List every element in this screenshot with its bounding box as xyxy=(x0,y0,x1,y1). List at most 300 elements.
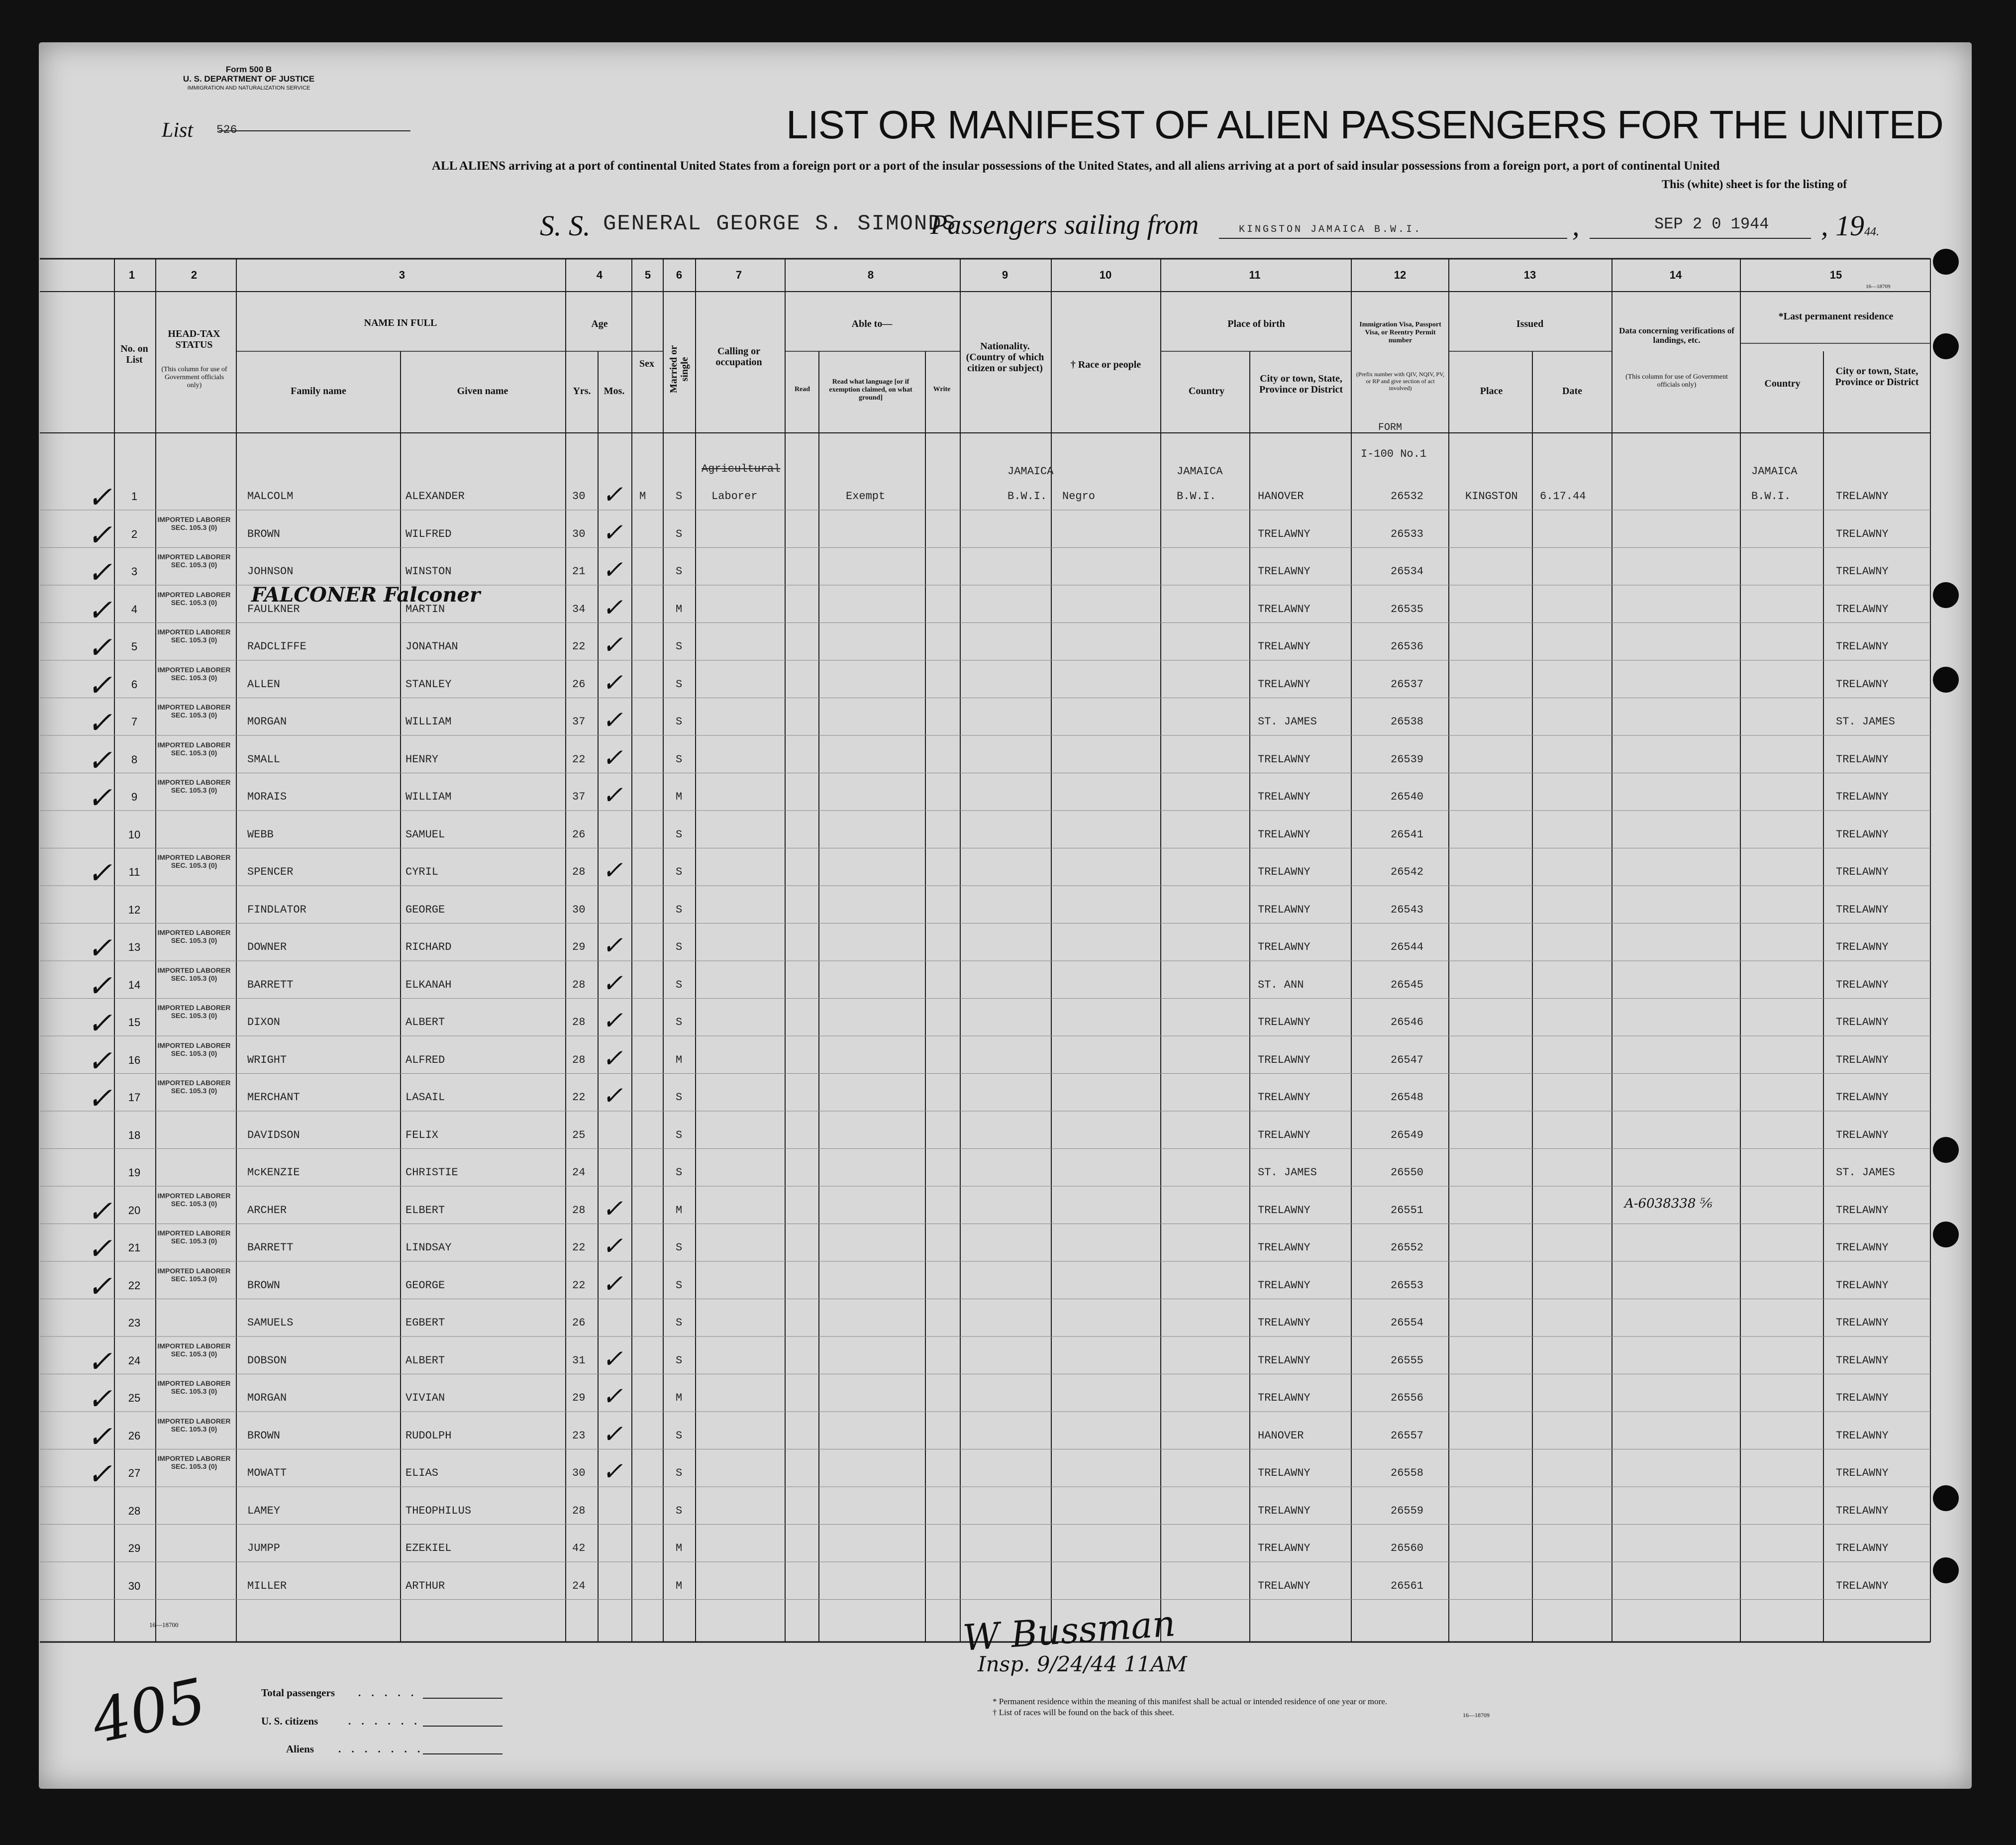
family-name: DOWNER xyxy=(247,941,287,953)
row-number: 6 xyxy=(131,678,138,691)
row-number: 15 xyxy=(128,1016,141,1028)
check-mark: ✓ xyxy=(87,668,112,703)
family-name: FINDLATOR xyxy=(247,903,306,916)
col-age: Age xyxy=(591,318,608,329)
birth-city: TRELAWNY xyxy=(1258,1128,1310,1141)
age-years: 24 xyxy=(572,1166,586,1179)
row-number: 29 xyxy=(128,1542,141,1554)
family-name: BARRETT xyxy=(247,978,294,991)
row-number: 7 xyxy=(131,716,138,728)
col-race: † Race or people xyxy=(1070,359,1141,370)
age-years: 22 xyxy=(572,1279,586,1292)
list-label: List xyxy=(162,119,194,142)
ship-name: GENERAL GEORGE S. SIMONDS xyxy=(603,211,957,236)
visa-number: 26546 xyxy=(1391,1016,1424,1028)
birth-city: TRELAWNY xyxy=(1258,1279,1310,1292)
residence-city: TRELAWNY xyxy=(1836,1091,1889,1104)
check-mark: ✓ xyxy=(87,706,112,740)
head-tax-stamp: IMPORTED LABORER SEC. 105.3 (0) xyxy=(157,1341,231,1358)
head-tax-stamp: IMPORTED LABORER SEC. 105.3 (0) xyxy=(157,703,231,719)
age-years: 30 xyxy=(572,1467,586,1479)
age-years: 26 xyxy=(572,1317,586,1329)
col-given-name: Given name xyxy=(457,386,508,397)
check-mark: ✓ xyxy=(87,593,112,628)
birth-city: TRELAWNY xyxy=(1258,1392,1310,1404)
column-number: 14 xyxy=(1669,269,1682,281)
check-mark: ✓ xyxy=(602,1081,623,1110)
row-number: 13 xyxy=(128,941,141,953)
residence-city: ST. JAMES xyxy=(1836,1166,1895,1179)
col-birth-country: Country xyxy=(1188,386,1225,397)
given-name: MARTIN xyxy=(405,603,445,615)
marital-status: S xyxy=(676,1317,683,1329)
visa-number: 26537 xyxy=(1391,678,1424,691)
binder-hole xyxy=(1933,1137,1959,1163)
head-tax-stamp: IMPORTED LABORER SEC. 105.3 (0) xyxy=(157,853,231,869)
head-tax-stamp: IMPORTED LABORER SEC. 105.3 (0) xyxy=(157,1041,231,1057)
row-number: 25 xyxy=(128,1392,141,1404)
col-able-to: Able to— xyxy=(851,318,893,329)
year-19: 19 xyxy=(1835,209,1864,242)
row-number: 22 xyxy=(128,1279,141,1292)
residence-city: TRELAWNY xyxy=(1836,527,1889,540)
residence-city: TRELAWNY xyxy=(1836,1279,1889,1292)
check-mark: ✓ xyxy=(602,668,623,697)
head-tax-stamp: IMPORTED LABORER SEC. 105.3 (0) xyxy=(157,590,231,607)
visa-number: 26542 xyxy=(1391,866,1424,878)
check-mark: ✓ xyxy=(87,856,112,891)
marital-status: S xyxy=(676,678,683,691)
birth-city: TRELAWNY xyxy=(1258,1204,1310,1217)
total-passengers-label: Total passengers xyxy=(261,1687,335,1699)
birth-city: TRELAWNY xyxy=(1258,527,1310,540)
marital-status: M xyxy=(676,1053,683,1066)
col-data-verification: Data concerning verifications of landings, etc. xyxy=(1619,326,1734,345)
col-family-name: Family name xyxy=(291,386,346,397)
marital-status: S xyxy=(676,1241,683,1254)
issued-place: KINGSTON xyxy=(1465,490,1518,503)
age-years: 26 xyxy=(572,828,586,841)
marital-status: M xyxy=(676,1392,683,1404)
residence-city: TRELAWNY xyxy=(1836,640,1889,653)
birth-city: TRELAWNY xyxy=(1258,941,1310,953)
birth-city: TRELAWNY xyxy=(1258,1317,1310,1329)
visa-number: 26535 xyxy=(1391,603,1424,615)
age-years: 42 xyxy=(572,1542,586,1554)
family-name: DOBSON xyxy=(247,1354,287,1367)
us-citizens-field xyxy=(423,1726,503,1727)
marital-status: M xyxy=(676,1542,683,1554)
family-name: SMALL xyxy=(247,753,281,766)
age-years: 34 xyxy=(572,603,586,615)
comma-1: , xyxy=(1572,209,1580,242)
age-years: 28 xyxy=(572,866,586,878)
age-years: 30 xyxy=(572,490,586,503)
age-years: 28 xyxy=(572,1204,586,1217)
page-title: LIST OR MANIFEST OF ALIEN PASSENGERS FOR THE UNITED xyxy=(786,102,1943,147)
marital-status: S xyxy=(676,1166,683,1179)
comma-2: , xyxy=(1821,209,1835,242)
sailing-label: Passengers sailing from xyxy=(930,209,1199,240)
age-years: 22 xyxy=(572,640,586,653)
row-number: 26 xyxy=(128,1429,141,1442)
birth-city: TRELAWNY xyxy=(1258,1504,1310,1517)
family-name: ARCHER xyxy=(247,1204,287,1217)
check-mark: ✓ xyxy=(602,1419,623,1448)
birth-city: TRELAWNY xyxy=(1258,903,1310,916)
visa-number: 26533 xyxy=(1391,527,1424,540)
binder-hole xyxy=(1933,1222,1959,1247)
given-name: ALEXANDER xyxy=(405,490,465,503)
family-name: MALCOLM xyxy=(247,490,294,503)
check-mark: ✓ xyxy=(602,517,623,547)
head-tax-stamp: IMPORTED LABORER SEC. 105.3 (0) xyxy=(157,1079,231,1095)
family-name: MILLER xyxy=(247,1579,287,1592)
age-years: 25 xyxy=(572,1128,586,1141)
form-code-top: 16—18709 xyxy=(1866,284,1891,290)
age-years: 30 xyxy=(572,527,586,540)
given-name: LASAIL xyxy=(405,1091,445,1104)
binder-hole xyxy=(1933,249,1959,275)
birth-city: TRELAWNY xyxy=(1258,565,1310,578)
head-tax-stamp: IMPORTED LABORER SEC. 105.3 (0) xyxy=(157,966,231,982)
column-number: 7 xyxy=(735,269,742,281)
visa-number: 26540 xyxy=(1391,791,1424,803)
check-mark: ✓ xyxy=(602,1344,623,1373)
residence-city: TRELAWNY xyxy=(1836,603,1889,615)
marital-status: S xyxy=(676,527,683,540)
aliens-field xyxy=(423,1753,503,1754)
residence-city: TRELAWNY xyxy=(1836,1429,1889,1442)
row-number: 23 xyxy=(128,1317,141,1329)
check-mark: ✓ xyxy=(87,1269,112,1304)
given-name: FELIX xyxy=(405,1128,439,1141)
inspector-date: Insp. 9/24/44 11AM xyxy=(978,1652,1187,1676)
marital-status: S xyxy=(676,866,683,878)
residence-city: TRELAWNY xyxy=(1836,1016,1889,1028)
calling-struck: Agricultural xyxy=(702,463,781,475)
visa-number: 26547 xyxy=(1391,1053,1424,1066)
column-number: 12 xyxy=(1394,269,1407,281)
age-years: 28 xyxy=(572,1053,586,1066)
residence-city: TRELAWNY xyxy=(1836,903,1889,916)
marital-status: M xyxy=(676,1579,683,1592)
family-name: FAULKNER xyxy=(247,603,300,615)
col-data-verification-note: (This column for use of Government officials only) xyxy=(1625,373,1728,389)
given-name: GEORGE xyxy=(405,903,445,916)
age-years: 31 xyxy=(572,1354,586,1367)
head-tax-stamp: IMPORTED LABORER SEC. 105.3 (0) xyxy=(157,928,231,944)
lr-country-bottom: B.W.I. xyxy=(1751,490,1791,503)
check-mark: ✓ xyxy=(602,856,623,885)
given-name: STANLEY xyxy=(405,678,452,691)
family-name: WRIGHT xyxy=(247,1053,287,1066)
birth-city: ST. ANN xyxy=(1258,978,1304,991)
given-name: CHRISTIE xyxy=(405,1166,458,1179)
marital-status: S xyxy=(676,716,683,728)
given-name: HENRY xyxy=(405,753,439,766)
age-years: 28 xyxy=(572,978,586,991)
nationality-bottom: B.W.I. xyxy=(1008,490,1047,503)
check-mark: ✓ xyxy=(87,968,112,1004)
birth-city: TRELAWNY xyxy=(1258,678,1310,691)
residence-city: TRELAWNY xyxy=(1836,490,1889,503)
visa-number: 26539 xyxy=(1391,753,1424,766)
visa-number: 26543 xyxy=(1391,903,1424,916)
col-name-in-full: NAME IN FULL xyxy=(364,317,437,328)
given-name: ELBERT xyxy=(405,1204,445,1217)
given-name: RUDOLPH xyxy=(405,1429,452,1442)
visa-number: 26532 xyxy=(1391,490,1424,503)
residence-city: TRELAWNY xyxy=(1836,1241,1889,1254)
birth-city: ST. JAMES xyxy=(1258,716,1317,728)
head-tax-stamp: IMPORTED LABORER SEC. 105.3 (0) xyxy=(157,553,231,569)
instruction-line-1: ALL ALIENS arriving at a port of continental United States from a foreign port or a port of the insular possessions of the United States, and all aliens arriving at a port of said insular possessions from a foreign port, a port of continental United xyxy=(432,159,1720,173)
marital-status: S xyxy=(676,1504,683,1517)
column-number: 3 xyxy=(399,269,405,281)
family-name: JUMPP xyxy=(247,1542,281,1554)
marital-status: S xyxy=(676,490,683,503)
check-mark: ✓ xyxy=(87,1194,112,1229)
age-years: 37 xyxy=(572,791,586,803)
given-name: ELIAS xyxy=(405,1467,439,1479)
col-write: Write xyxy=(933,386,951,393)
birth-city: TRELAWNY xyxy=(1258,1354,1310,1367)
age-years: 22 xyxy=(572,1091,586,1104)
dots-3: . . . . . . . xyxy=(338,1743,424,1755)
binder-hole xyxy=(1933,582,1959,608)
check-mark: ✓ xyxy=(602,1194,623,1223)
age-years: 28 xyxy=(572,1504,586,1517)
head-tax-stamp: IMPORTED LABORER SEC. 105.3 (0) xyxy=(157,628,231,644)
column-number: 1 xyxy=(128,269,135,281)
read-language: Exempt xyxy=(846,490,886,503)
family-name: RADCLIFFE xyxy=(247,640,306,653)
check-mark: ✓ xyxy=(87,1043,112,1079)
footnote-races: † List of races will be found on the back of this sheet. xyxy=(993,1708,1174,1717)
nationality-top: JAMAICA xyxy=(1008,465,1054,478)
row-number: 21 xyxy=(128,1241,141,1254)
column-number: 11 xyxy=(1249,269,1261,281)
birth-country-top: JAMAICA xyxy=(1177,465,1223,478)
family-name: LAMEY xyxy=(247,1504,281,1517)
family-name: DIXON xyxy=(247,1016,281,1028)
head-tax-stamp: IMPORTED LABORER SEC. 105.3 (0) xyxy=(157,515,231,531)
residence-city: TRELAWNY xyxy=(1836,565,1889,578)
marital-status: S xyxy=(676,565,683,578)
check-mark: ✓ xyxy=(602,1269,623,1298)
visa-number: 26553 xyxy=(1391,1279,1424,1292)
family-name: MORGAN xyxy=(247,1392,287,1404)
residence-city: TRELAWNY xyxy=(1836,1579,1889,1592)
check-mark: ✓ xyxy=(87,781,112,816)
birth-city: HANOVER xyxy=(1258,490,1304,503)
row-number: 27 xyxy=(128,1467,141,1479)
row-number: 9 xyxy=(131,791,138,803)
binder-hole xyxy=(1933,667,1959,693)
check-mark: ✓ xyxy=(602,781,623,810)
visa-number: 26536 xyxy=(1391,640,1424,653)
family-name: ALLEN xyxy=(247,678,281,691)
col-issued-place: Place xyxy=(1480,386,1503,397)
form-code-bottom: 16—18709 xyxy=(1463,1712,1490,1719)
residence-city: TRELAWNY xyxy=(1836,866,1889,878)
col-visa-note: (Prefix number with QIV, NQIV, PV, or RP and give section of act involved) xyxy=(1356,371,1445,392)
age-years: 22 xyxy=(572,1241,586,1254)
check-mark: ✓ xyxy=(602,931,623,960)
name-correction: FALCONER Falconer xyxy=(251,583,481,607)
residence-city: TRELAWNY xyxy=(1836,1204,1889,1217)
dots-1: . . . . . xyxy=(358,1687,418,1699)
family-name: BROWN xyxy=(247,1429,281,1442)
family-name: SAMUELS xyxy=(247,1317,294,1329)
head-tax-stamp: IMPORTED LABORER SEC. 105.3 (0) xyxy=(157,1454,231,1470)
col-last-residence: *Last permanent residence xyxy=(1778,311,1894,322)
col-issued-date: Date xyxy=(1562,386,1582,397)
residence-city: TRELAWNY xyxy=(1836,1354,1889,1367)
check-mark: ✓ xyxy=(602,593,623,622)
age-years: 37 xyxy=(572,716,586,728)
birth-city: TRELAWNY xyxy=(1258,640,1310,653)
check-mark: ✓ xyxy=(602,1457,623,1486)
check-mark: ✓ xyxy=(602,968,623,998)
visa-number: 26544 xyxy=(1391,941,1424,953)
check-mark: ✓ xyxy=(602,555,623,584)
residence-city: TRELAWNY xyxy=(1836,1467,1889,1479)
instruction-line-2: This (white) sheet is for the listing of xyxy=(1662,178,1847,191)
visa-number: 26549 xyxy=(1391,1128,1424,1141)
residence-city: TRELAWNY xyxy=(1836,978,1889,991)
given-name: CYRIL xyxy=(405,866,439,878)
binder-hole xyxy=(1933,333,1959,359)
col-issued: Issued xyxy=(1516,318,1544,329)
given-name: WILLIAM xyxy=(405,791,452,803)
inspector-signature: W Bussman xyxy=(961,1602,1177,1659)
birth-city: TRELAWNY xyxy=(1258,1579,1310,1592)
marital-status: M xyxy=(676,1204,683,1217)
marital-status: S xyxy=(676,1354,683,1367)
given-name: WINSTON xyxy=(405,565,452,578)
col-head-tax: HEAD-TAX STATUS xyxy=(168,328,220,350)
ss-label: S. S. xyxy=(540,209,591,242)
column-number: 9 xyxy=(1002,269,1008,281)
col-read-lang: Read what language [or if exemption claimed, on what ground] xyxy=(829,378,912,402)
footnote-residence: * Permanent residence within the meaning of this manifest shall be actual or intended residence of one year or more. xyxy=(993,1697,1388,1706)
check-mark: ✓ xyxy=(602,1006,623,1035)
age-years: 23 xyxy=(572,1429,586,1442)
birth-city: TRELAWNY xyxy=(1258,1091,1310,1104)
visa-number: 26558 xyxy=(1391,1467,1424,1479)
check-mark: ✓ xyxy=(602,630,623,659)
marital-status: S xyxy=(676,753,683,766)
visa-number: 26538 xyxy=(1391,716,1424,728)
family-name: WEBB xyxy=(247,828,274,841)
check-mark: ✓ xyxy=(602,706,623,734)
column-number: 4 xyxy=(596,269,603,281)
given-name: GEORGE xyxy=(405,1279,445,1292)
col-yrs: Yrs. xyxy=(573,386,591,397)
birth-city: TRELAWNY xyxy=(1258,753,1310,766)
form-number: Form 500 B xyxy=(225,65,272,74)
family-name: MOWATT xyxy=(247,1467,287,1479)
family-name: BARRETT xyxy=(247,1241,294,1254)
check-mark: ✓ xyxy=(87,931,112,966)
col-read: Read xyxy=(794,386,810,393)
visa-number: 26555 xyxy=(1391,1354,1424,1367)
marital-status: S xyxy=(676,1091,683,1104)
given-name: ELKANAH xyxy=(405,978,452,991)
column-number: 6 xyxy=(676,269,683,281)
handwritten-count: 405 xyxy=(86,1665,212,1757)
given-name: EGBERT xyxy=(405,1317,445,1329)
check-mark: ✓ xyxy=(87,1006,112,1041)
age-years: 22 xyxy=(572,753,586,766)
residence-city: TRELAWNY xyxy=(1836,753,1889,766)
head-tax-stamp: IMPORTED LABORER SEC. 105.3 (0) xyxy=(157,1191,231,1208)
family-name: MERCHANT xyxy=(247,1091,300,1104)
sex: M xyxy=(639,490,646,503)
family-name: MORGAN xyxy=(247,716,287,728)
issued-date: 6.17.44 xyxy=(1540,490,1586,503)
family-name: MORAIS xyxy=(247,791,287,803)
row-number: 20 xyxy=(128,1204,141,1217)
birth-city: TRELAWNY xyxy=(1258,1016,1310,1028)
head-tax-stamp: IMPORTED LABORER SEC. 105.3 (0) xyxy=(157,665,231,682)
row-number: 10 xyxy=(128,828,141,841)
aliens-label: Aliens xyxy=(286,1743,314,1755)
occupation: Laborer xyxy=(711,490,758,503)
us-citizens-label: U. S. citizens xyxy=(261,1715,318,1727)
residence-city: TRELAWNY xyxy=(1836,828,1889,841)
marital-status: S xyxy=(676,1429,683,1442)
birth-city: TRELAWNY xyxy=(1258,1053,1310,1066)
family-name: DAVIDSON xyxy=(247,1128,300,1141)
row-number: 4 xyxy=(131,603,138,615)
birth-city: TRELAWNY xyxy=(1258,603,1310,615)
column-number: 13 xyxy=(1523,269,1536,281)
given-name: ALBERT xyxy=(405,1354,445,1367)
visa-number: 26552 xyxy=(1391,1241,1424,1254)
given-name: JONATHAN xyxy=(405,640,458,653)
visa-number: 26545 xyxy=(1391,978,1424,991)
marital-status: S xyxy=(676,1128,683,1141)
department-name: U. S. DEPARTMENT OF JUSTICE xyxy=(183,74,315,84)
check-mark: ✓ xyxy=(87,1344,112,1379)
visa-number: 26559 xyxy=(1391,1504,1424,1517)
year-suffix: 44. xyxy=(1864,225,1879,238)
total-passengers-field xyxy=(423,1698,503,1699)
row-number: 5 xyxy=(131,640,138,653)
row-number: 19 xyxy=(128,1166,141,1179)
head-tax-stamp: IMPORTED LABORER SEC. 105.3 (0) xyxy=(157,1379,231,1395)
given-name: RICHARD xyxy=(405,941,452,953)
row-number: 12 xyxy=(128,903,141,916)
family-name: SPENCER xyxy=(247,866,294,878)
given-name: EZEKIEL xyxy=(405,1542,452,1554)
visa-top: I-100 No.1 xyxy=(1361,448,1427,460)
residence-city: TRELAWNY xyxy=(1836,1128,1889,1141)
col-no-on-list: No. on List xyxy=(120,343,148,365)
check-mark: ✓ xyxy=(87,480,112,515)
residence-city: TRELAWNY xyxy=(1836,678,1889,691)
given-name: ARTHUR xyxy=(405,1579,445,1592)
head-tax-stamp: IMPORTED LABORER SEC. 105.3 (0) xyxy=(157,1229,231,1245)
row-number: 2 xyxy=(131,527,138,540)
visa-number: 26554 xyxy=(1391,1317,1424,1329)
visa-number: 26561 xyxy=(1391,1579,1424,1592)
row-number: 8 xyxy=(131,753,138,766)
marital-status: S xyxy=(676,1467,683,1479)
